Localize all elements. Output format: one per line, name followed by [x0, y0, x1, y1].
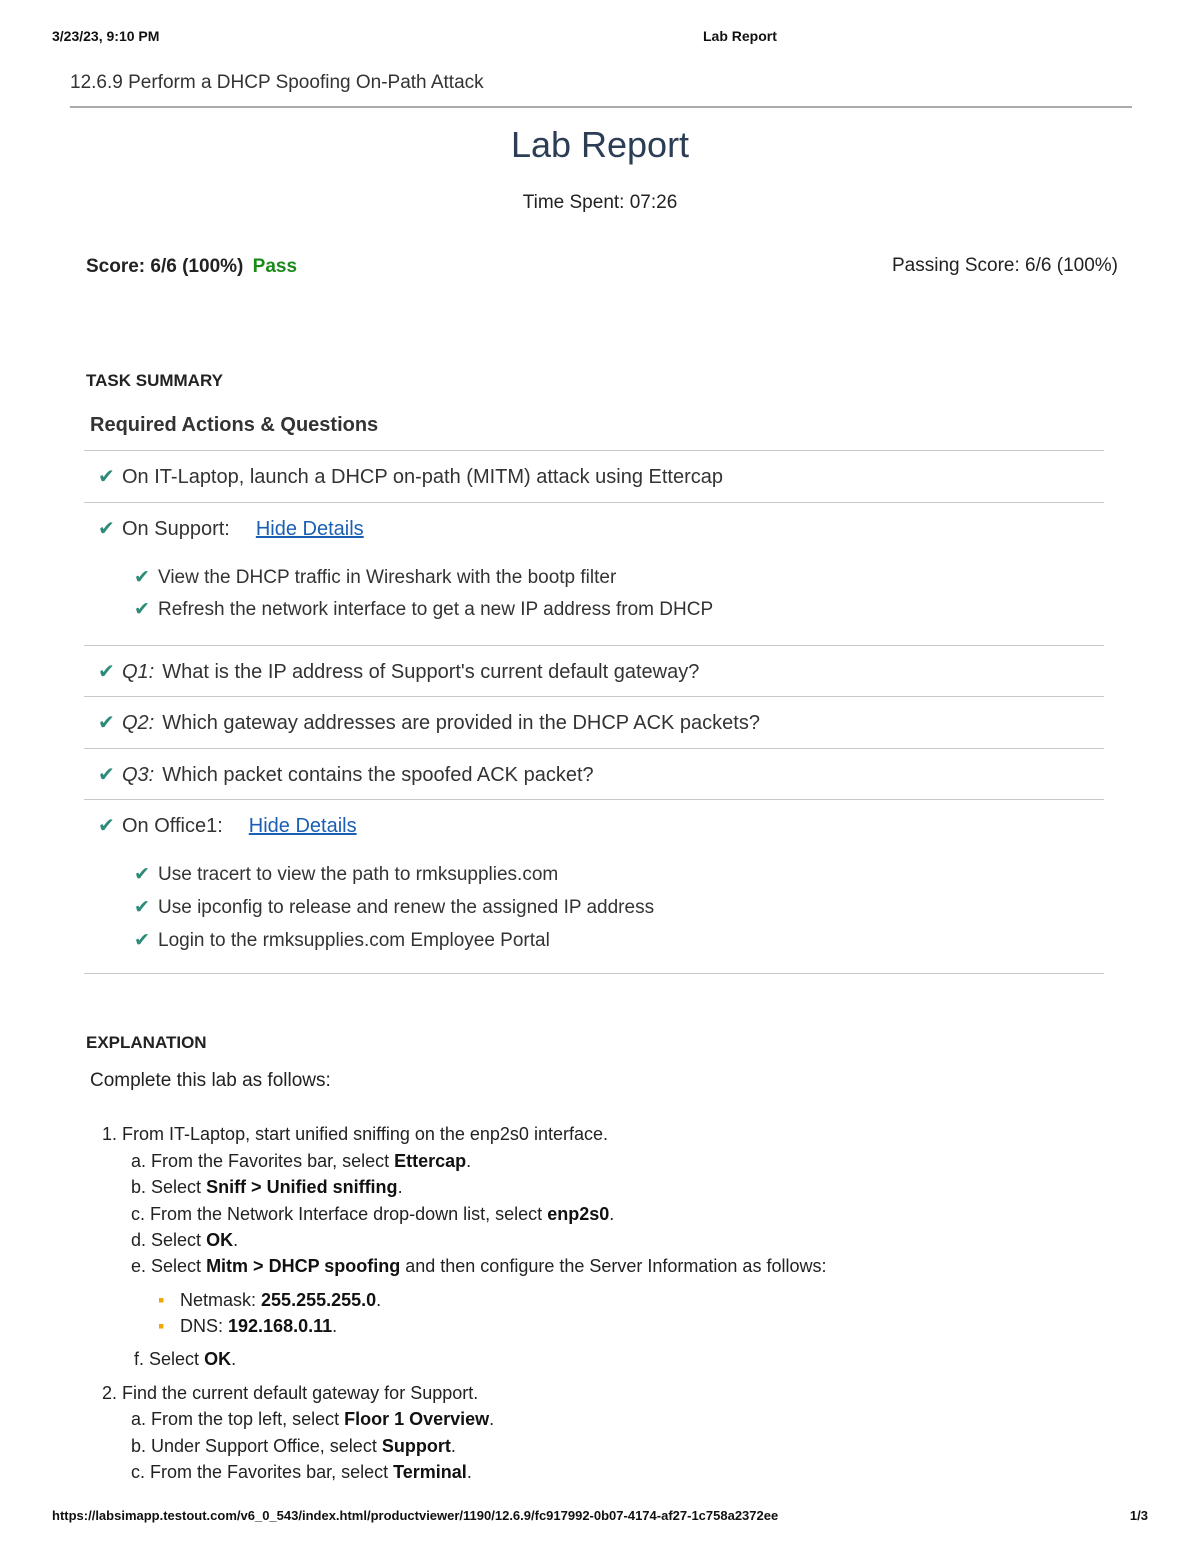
- bullet-icon: ▪: [158, 1316, 165, 1336]
- divider: [84, 645, 1104, 646]
- substep: c. From the Network Interface drop-down list, select enp2s0.: [131, 1204, 615, 1224]
- divider: [84, 450, 1104, 451]
- print-title: Lab Report: [703, 28, 777, 44]
- detail-item: ✔ Use ipconfig to release and renew the assigned IP address: [134, 897, 655, 918]
- substep: c. From the Favorites bar, select Terminal.: [131, 1462, 472, 1482]
- substep: e. Select Mitm > DHCP spoofing and then configure the Server Information as follows:: [131, 1256, 827, 1276]
- detail-item: ✔ Refresh the network interface to get a new IP address from DHCP: [134, 599, 714, 620]
- title-divider: [70, 106, 1132, 108]
- task-summary-label: TASK SUMMARY: [86, 371, 223, 390]
- explanation-intro: Complete this lab as follows:: [90, 1070, 331, 1091]
- hide-details-link[interactable]: Hide Details: [255, 518, 364, 540]
- task-item-support: ✔ On Support: Hide Details: [98, 518, 364, 540]
- checkmark-icon: ✔: [134, 930, 150, 951]
- checkmark-icon: ✔: [134, 567, 150, 588]
- question-item-q2: ✔ Q2: Which gateway addresses are provided in the DHCP ACK packets?: [98, 712, 760, 734]
- checkmark-icon: ✔: [98, 712, 115, 734]
- substep: b. Select Sniff > Unified sniffing.: [131, 1177, 403, 1197]
- print-date: 3/23/23, 9:10 PM: [52, 28, 160, 44]
- substep: a. From the Favorites bar, select Ettercap.: [131, 1151, 472, 1171]
- score-label: Score: 6/6 (100%): [86, 256, 244, 277]
- required-actions-header: Required Actions & Questions: [90, 414, 379, 436]
- bullet-item: ▪ DNS: 192.168.0.11.: [158, 1316, 338, 1336]
- checkmark-icon: ✔: [134, 897, 150, 918]
- checkmark-icon: ✔: [98, 661, 115, 683]
- divider: [84, 696, 1104, 697]
- lab-title: 12.6.9 Perform a DHCP Spoofing On-Path Attack: [70, 72, 484, 93]
- report-heading: Lab Report: [510, 124, 690, 165]
- question-item-q3: ✔ Q3: Which packet contains the spoofed ACK packet?: [98, 764, 594, 786]
- question-item-q1: ✔ Q1: What is the IP address of Support's current default gateway?: [98, 661, 700, 683]
- divider: [84, 748, 1104, 749]
- score: [86, 256, 297, 278]
- bullet-icon: ▪: [158, 1290, 165, 1310]
- step: 2. Find the current default gateway for Support.: [102, 1383, 479, 1403]
- pass-status: Pass: [252, 256, 298, 277]
- checkmark-icon: ✔: [134, 599, 150, 620]
- detail-item: ✔ Login to the rmksupplies.com Employee Portal: [134, 930, 550, 951]
- detail-item: ✔ View the DHCP traffic in Wireshark with the bootp filter: [134, 567, 617, 588]
- explanation-label: EXPLANATION: [86, 1033, 207, 1052]
- time-spent: Time Spent: 07:26: [522, 192, 678, 213]
- divider: [84, 973, 1104, 974]
- checkmark-icon: ✔: [98, 815, 115, 837]
- task-item-office1: ✔ On Office1: Hide Details: [98, 815, 357, 837]
- substep: b. Under Support Office, select Support.: [131, 1436, 456, 1456]
- print-header: [52, 28, 1148, 48]
- checkmark-icon: ✔: [98, 764, 115, 786]
- step: 1. From IT-Laptop, start unified sniffing on the enp2s0 interface.: [102, 1124, 608, 1144]
- page-url: https://labsimapp.testout.com/v6_0_543/index.html/productviewer/1190/12.6.9/fc917992-0b07-4174-af27-1c758a2372ee: [52, 1508, 779, 1523]
- substep: a. From the top left, select Floor 1 Overview.: [131, 1409, 495, 1429]
- bullet-item: ▪ Netmask: 255.255.255.0.: [158, 1290, 382, 1310]
- checkmark-icon: ✔: [98, 466, 115, 488]
- substep: d. Select OK.: [131, 1230, 239, 1250]
- substep: f. Select OK.: [134, 1349, 237, 1369]
- divider: [84, 502, 1104, 503]
- hide-details-link[interactable]: Hide Details: [248, 815, 357, 837]
- detail-item: ✔ Use tracert to view the path to rmksupplies.com: [134, 864, 559, 885]
- checkmark-icon: ✔: [134, 864, 150, 885]
- checkmark-icon: ✔: [98, 518, 115, 540]
- passing-score: Passing Score: 6/6 (100%): [891, 255, 1118, 276]
- print-footer: [52, 1508, 1148, 1528]
- task-item: ✔ On IT-Laptop, launch a DHCP on-path (MITM) attack using Ettercap: [98, 466, 724, 488]
- divider: [84, 799, 1104, 800]
- page-number: 1/3: [1129, 1508, 1148, 1523]
